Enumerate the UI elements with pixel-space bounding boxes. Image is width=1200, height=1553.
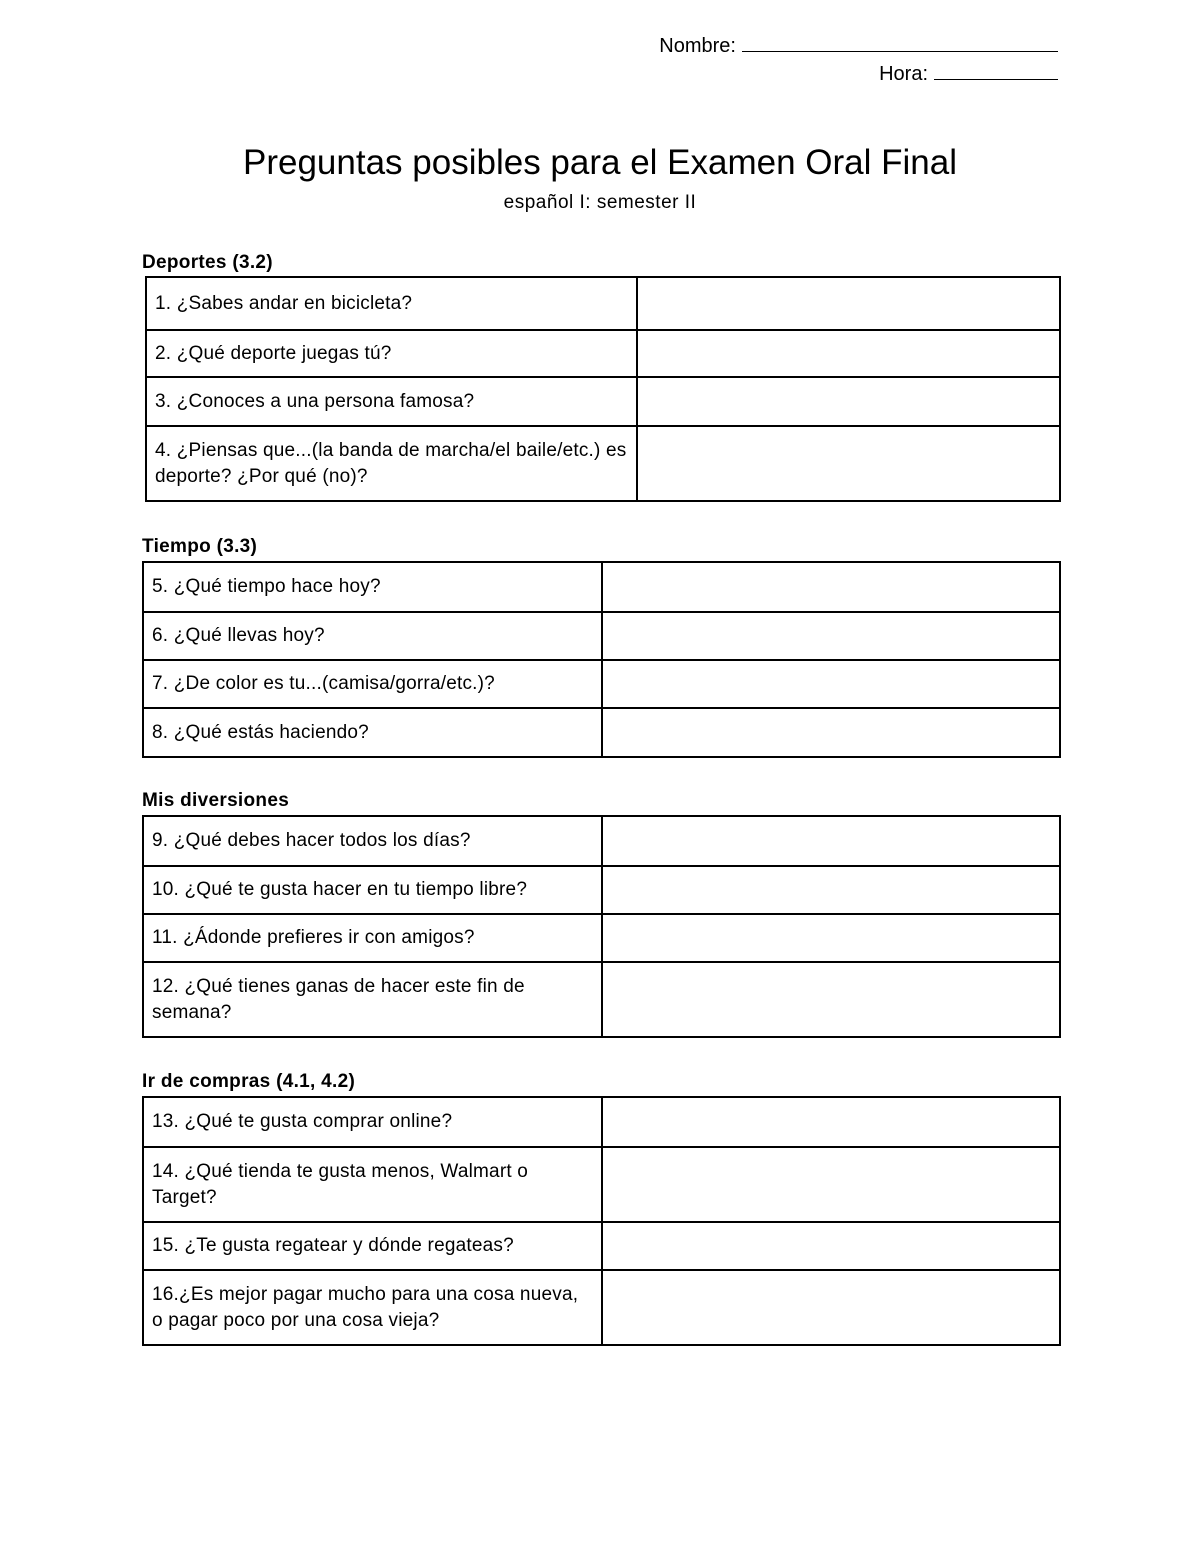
table-row [143,866,1060,914]
questions-table-deportes [145,276,1061,502]
answer-cell[interactable] [602,1270,1060,1345]
table-row [146,426,1060,501]
answer-cell[interactable] [637,330,1060,377]
section-label-ir-de-compras: Ir de compras (4.1, 4.2) [142,1071,356,1092]
table-row [143,562,1060,612]
question-cell: 2. ¿Qué deporte juegas tú? [146,330,637,377]
table-row [143,914,1060,962]
page-title: Preguntas posibles para el Examen Oral Final [243,143,957,182]
answer-cell[interactable] [602,1097,1060,1147]
questions-table-ir-de-compras [142,1096,1061,1346]
table-row [143,1147,1060,1222]
answer-cell[interactable] [602,816,1060,866]
question-cell: 7. ¿De color es tu...(camisa/gorra/etc.)? [143,660,602,708]
name-label: Nombre: [659,35,736,57]
answer-cell[interactable] [602,660,1060,708]
question-cell: 9. ¿Qué debes hacer todos los días? [143,816,602,866]
answer-cell[interactable] [602,962,1060,1037]
question-cell: 11. ¿Ádonde prefieres ir con amigos? [143,914,602,962]
hour-blank[interactable] [934,60,1058,80]
answer-cell[interactable] [602,914,1060,962]
table-row [143,1097,1060,1147]
question-cell: 10. ¿Qué te gusta hacer en tu tiempo libre? [143,866,602,914]
table-row [143,612,1060,660]
question-cell: 8. ¿Qué estás haciendo? [143,708,602,757]
answer-cell[interactable] [602,708,1060,757]
section-label-mis-diversiones: Mis diversiones [142,790,290,811]
section-label-tiempo: Tiempo (3.3) [142,536,258,557]
table-row [146,330,1060,377]
table-row [143,962,1060,1037]
table-row [143,660,1060,708]
hour-label: Hora: [879,63,928,85]
table-row [146,277,1060,330]
table-row [143,1270,1060,1345]
question-cell: 3. ¿Conoces a una persona famosa? [146,377,637,426]
answer-cell[interactable] [602,1147,1060,1222]
table-row [143,816,1060,866]
hour-field-line [879,60,1058,86]
table-row [143,708,1060,757]
question-cell: 6. ¿Qué llevas hoy? [143,612,602,660]
question-cell: 14. ¿Qué tienda te gusta menos, Walmart o Target? [143,1147,602,1222]
section-label-deportes: Deportes (3.2) [142,252,273,273]
name-field-line [659,32,1058,58]
question-cell: 15. ¿Te gusta regatear y dónde regateas? [143,1222,602,1270]
question-cell: 12. ¿Qué tienes ganas de hacer este fin de semana? [143,962,602,1037]
answer-cell[interactable] [602,866,1060,914]
answer-cell[interactable] [637,377,1060,426]
name-blank[interactable] [742,32,1058,52]
question-cell: 4. ¿Piensas que...(la banda de marcha/el baile/etc.) es deporte? ¿Por qué (no)? [146,426,637,501]
answer-cell[interactable] [637,426,1060,501]
question-cell: 1. ¿Sabes andar en bicicleta? [146,277,637,330]
answer-cell[interactable] [637,277,1060,330]
table-row [146,377,1060,426]
answer-cell[interactable] [602,562,1060,612]
answer-cell[interactable] [602,1222,1060,1270]
questions-table-mis-diversiones [142,815,1061,1038]
question-cell: 16.¿Es mejor pagar mucho para una cosa nueva, o pagar poco por una cosa vieja? [143,1270,602,1345]
questions-table-tiempo [142,561,1061,758]
page-subtitle: español I: semester II [503,192,697,213]
question-cell: 5. ¿Qué tiempo hace hoy? [143,562,602,612]
question-cell: 13. ¿Qué te gusta comprar online? [143,1097,602,1147]
table-row [143,1222,1060,1270]
answer-cell[interactable] [602,612,1060,660]
